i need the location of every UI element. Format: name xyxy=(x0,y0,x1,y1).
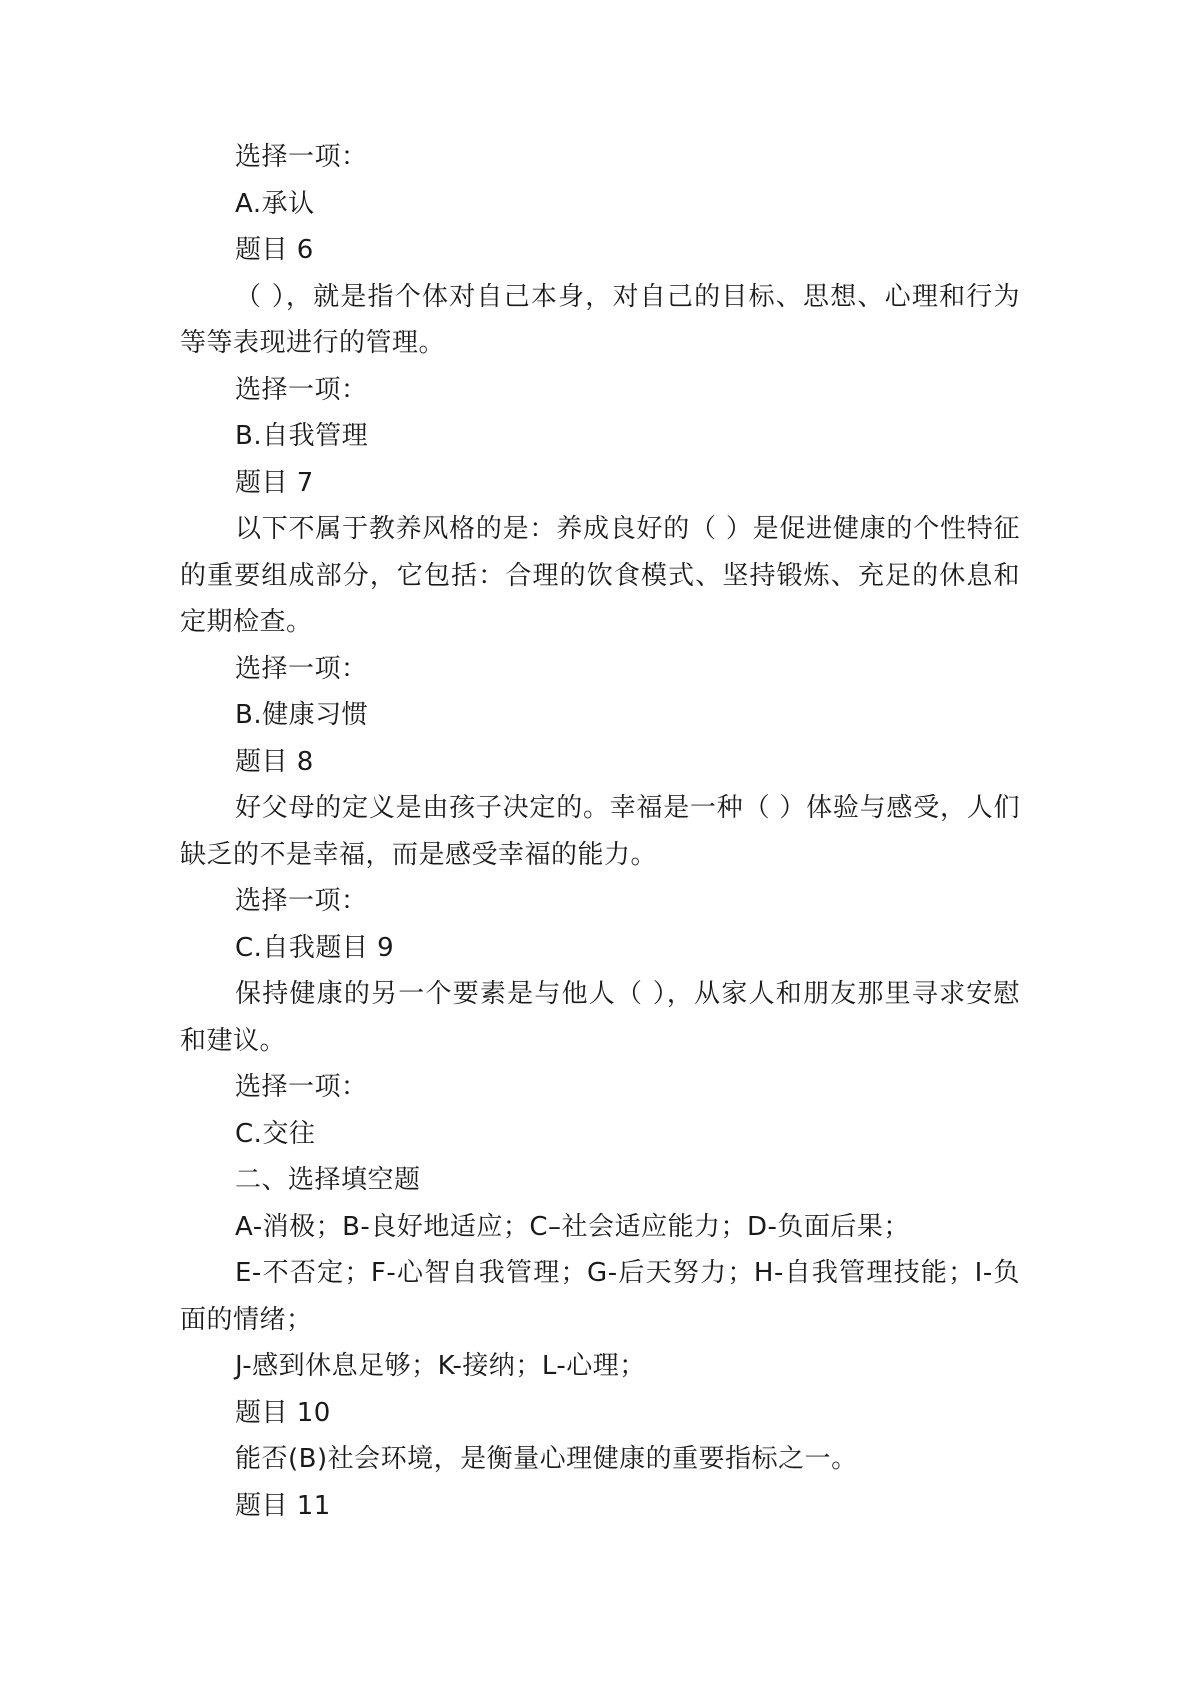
question-heading: 题目 7 xyxy=(235,467,314,498)
question-heading: 题目 6 xyxy=(235,235,314,265)
answer-option: C.交往 xyxy=(235,1118,316,1149)
answer-option: B.健康习惯 xyxy=(235,700,369,730)
answer-option: B.自我管理 xyxy=(235,421,369,451)
question-text: （ ），就是指个体对自己本身，对自己的目标、思想、心理和行为等等表现进行的管理。 xyxy=(180,281,1020,358)
select-one-prompt: 选择一项： xyxy=(235,142,368,172)
question-heading: 题目 11 xyxy=(235,1490,331,1521)
question-heading: 题目 10 xyxy=(235,1397,331,1428)
answer-option: C.自我题目 9 xyxy=(235,932,395,963)
question-text: 以下不属于教养风格的是：养成良好的（ ）是促进健康的个性特征的重要组成部分，它包括：合理的饮食模式、坚持锻炼、充足的休息和定期检查。 xyxy=(180,514,1020,637)
section-heading: 二、选择填空题 xyxy=(235,1165,421,1195)
select-one-prompt: 选择一项： xyxy=(235,374,368,405)
question-text: 好父母的定义是由孩子决定的。幸福是一种（ ）体验与感受，人们缺乏的不是幸福，而是感受幸福的能力。 xyxy=(180,793,1020,870)
answer-option: A.承认 xyxy=(235,188,315,219)
option-list-line: A-消极；B-良好地适应；C–社会适应能力；D-负面后果； xyxy=(235,1211,910,1242)
document-body xyxy=(180,134,1020,1529)
option-list-line: E-不否定；F-心智自我管理；G-后天努力；H-自我管理技能；I-负面的情绪； xyxy=(180,1258,1020,1335)
question-heading: 题目 8 xyxy=(235,746,314,777)
select-one-prompt: 选择一项： xyxy=(235,653,368,684)
option-list-line: J-感到休息足够；K-接纳；L-心理； xyxy=(235,1351,646,1381)
question-text: 能否(B)社会环境，是衡量心理健康的重要指标之一。 xyxy=(235,1444,858,1474)
question-text: 保持健康的另一个要素是与他人（ ），从家人和朋友那里寻求安慰和建议。 xyxy=(180,979,1020,1056)
select-one-prompt: 选择一项： xyxy=(235,886,368,916)
select-one-prompt: 选择一项： xyxy=(235,1072,368,1102)
